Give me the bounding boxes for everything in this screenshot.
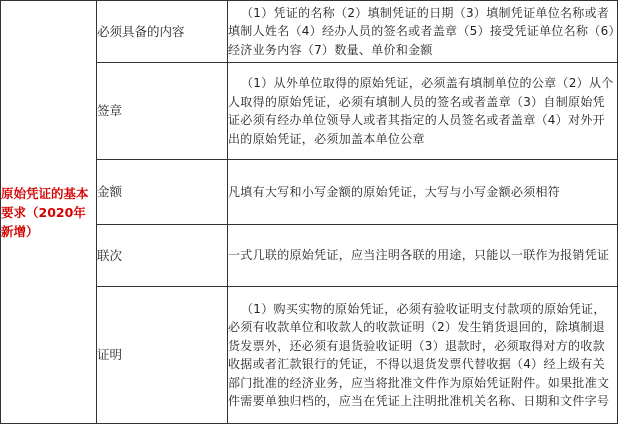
item-label: 签章 (97, 103, 123, 118)
item-label: 金额 (97, 184, 123, 199)
detail-text: 凡填有大写和小写金额的原始凭证，大写与小写金额必须相符 (228, 184, 561, 199)
table-row (1, 1, 618, 63)
item-label: 必须具备的内容 (97, 23, 185, 39)
item-cell (97, 225, 228, 287)
detail-text: （1）凭证的名称（2）填制凭证的日期（3）填制凭证单位名称或者填制人姓名（4）经办人员的签名或者盖章（5）接受凭证单位名称（6）经济业务内容（7）数量、单价和金额 (228, 5, 615, 57)
detail-cell (228, 287, 618, 424)
detail-cell (228, 63, 618, 160)
detail-cell (228, 1, 618, 63)
item-label: 证明 (97, 347, 123, 362)
category-cell (1, 1, 97, 424)
item-cell (97, 1, 228, 63)
detail-cell (228, 160, 618, 225)
item-label: 联次 (97, 247, 123, 263)
detail-cell (228, 225, 618, 287)
item-cell (97, 287, 228, 424)
item-cell (97, 63, 228, 160)
detail-text: （1）购买实物的原始凭证，必须有验收证明支付款项的原始凭证，必须有收款单位和收款人的收款证明（2）发生销货退回的，除填制退货发票外，还必须有退货验收证明（3）退款时，必须取得对方的收款收据或者汇款银行的凭证，不得以退货发票代替收据（4）经上级有关部门批准的经济业务，应当将批准文件作为原始凭证附件。如果批准文件需要单独归档的，应当在凭证上注明批准机关名称、日期和文件字号 (228, 301, 610, 408)
detail-text: （1）从外单位取得的原始凭证，必须盖有填制单位的公章（2）从个人取得的原始凭证，必须有填制人员的签名或者盖章（3）自制原始凭证必须有经办单位领导人或者其指定的人员签名或者盖章（4）对外开出的原始凭证，必须加盖本单位公章 (228, 76, 614, 146)
category-label: 原始凭证的基本要求（2020年新增） (1, 185, 89, 239)
item-cell (97, 160, 228, 225)
detail-text: 一式几联的原始凭证，应当注明各联的用途，只能以一联作为报销凭证 (228, 248, 610, 263)
